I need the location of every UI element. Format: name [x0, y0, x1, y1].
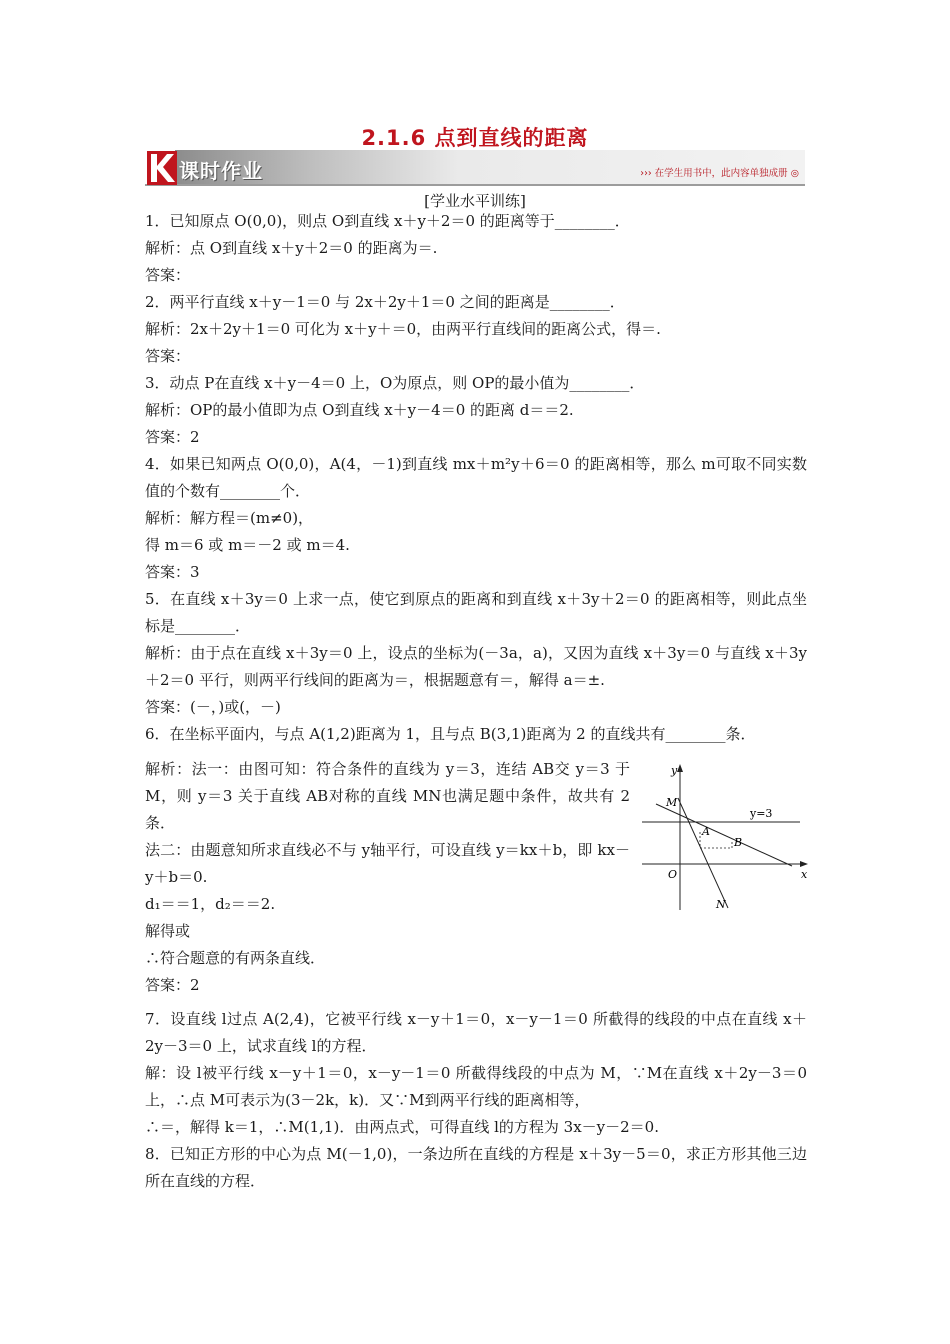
question-text: 4．如果已知两点 O(0,0)，A(4，－1)到直线 mx＋m²y＋6＝0 的距离相等，那么 m可取不同实数值的个数有________个． [145, 455, 807, 500]
x-axis-label: x [801, 868, 808, 881]
point-n-label: N [716, 898, 726, 911]
solution-text: d₁＝＝1，d₂＝＝2. [145, 895, 276, 913]
answer-text: 答案：(－，)或(，－) [145, 698, 281, 716]
banner-note: ››› 在学生用书中，此内容单独成册 ◎ [640, 168, 799, 179]
figure-side-text [145, 756, 630, 999]
answer-text: 答案：3 [145, 563, 200, 581]
question-text: 6．在坐标平面内，与点 A(1,2)距离为 1，且与点 B(3,1)距离为 2 的直线共有________条． [145, 725, 756, 743]
question-text: 5．在直线 x＋3y＝0 上求一点，使它到原点的距离和到直线 x＋3y＋2＝0 的距离相等，则此点坐标是________． [145, 590, 807, 635]
solution-with-figure [145, 756, 807, 1006]
line-label: y=3 [750, 807, 773, 820]
answer-text: 答案： [145, 347, 191, 365]
problem-list [145, 208, 807, 1195]
section-heading: [学业水平训练] [424, 192, 526, 210]
point-b-label: B [734, 836, 743, 849]
banner-label: 课时作业 [179, 159, 263, 183]
y-axis-arrow-icon [677, 764, 683, 772]
x-axis-arrow-icon [800, 861, 808, 867]
solution-text: 解析：点 O到直线 x＋y＋2＝0 的距离为＝. [145, 239, 438, 257]
problem-6 [145, 721, 807, 1006]
question-text: 8．已知正方形的中心为点 M(－1,0)，一条边所在直线的方程是 x＋3y－5＝0，求正方形其他三边所在直线的方程． [145, 1145, 807, 1190]
solution-text: 得 m＝6 或 m＝－2 或 m＝4. [145, 536, 350, 554]
banner-underline [145, 184, 805, 186]
solution-text: 解析：法一：由图可知：符合条件的直线为 y＝3，连结 AB交 y＝3 于 M，则 y＝3 关于直线 AB对称的直线 MN也满足题中条件，故共有 2 条． [145, 760, 630, 832]
problem-1 [145, 208, 807, 289]
solution-text: 解析：OP的最小值即为点 O到直线 x＋y－4＝0 的距离 d＝＝2. [145, 401, 574, 419]
problem-7 [145, 1006, 807, 1141]
page-title: 2.1.6 点到直线的距离 [361, 126, 589, 150]
solution-text: 解：设 l被平行线 x－y＋1＝0，x－y－1＝0 所截得线段的中点为 M，∵M在直线 x＋2y－3＝0 上，∴点 M可表示为(3－2k，k)．又∵M到两平行线的距离相等， [145, 1064, 807, 1109]
solution-text: 解析：由于点在直线 x＋3y＝0 上，设点的坐标为(－3a，a)，又因为直线 x＋3y＝0 与直线 x＋3y＋2＝0 平行，则两平行线间的距离为＝，根据题意有＝，解得 a＝±. [145, 644, 807, 689]
problem-8 [145, 1141, 807, 1195]
problem-4 [145, 451, 807, 586]
solution-text: ∴＝，解得 k＝1，∴M(1,1)．由两点式，可得直线 l的方程为 3x－y－2＝0. [145, 1118, 659, 1136]
solution-text: 解得或 [145, 922, 191, 940]
solution-text: 解析：解方程＝(m≠0)， [145, 509, 314, 527]
solution-text: ∴符合题意的有两条直线． [145, 949, 326, 967]
question-text: 1．已知原点 O(0,0)，则点 O到直线 x＋y＋2＝0 的距离等于________． [145, 212, 630, 230]
y-axis-label: y [671, 764, 678, 777]
question-text: 2．两平行直线 x＋y－1＝0 与 2x＋2y＋1＝0 之间的距离是________． [145, 293, 625, 311]
solution-text: 解析：2x＋2y＋1＝0 可化为 x＋y＋＝0，由两平行直线间的距离公式，得＝. [145, 320, 661, 338]
k-logo-icon [145, 148, 179, 188]
point-m-label: M [666, 796, 678, 809]
homework-banner [145, 150, 805, 186]
problem-2 [145, 289, 807, 370]
question-text: 3．动点 P在直线 x＋y－4＝0 上，O为原点，则 OP的最小值为________． [145, 374, 645, 392]
question-text: 7．设直线 l过点 A(2,4)，它被平行线 x－y＋1＝0，x－y－1＝0 所截得的线段的中点在直线 x＋2y－3＝0 上，试求直线 l的方程． [145, 1010, 807, 1055]
problem-5 [145, 586, 807, 721]
answer-text: 答案： [145, 266, 191, 284]
answer-text: 答案：2 [145, 428, 200, 446]
line-mn [678, 798, 728, 908]
origin-label: O [668, 868, 678, 881]
answer-text: 答案：2 [145, 976, 200, 994]
coordinate-figure [642, 762, 810, 912]
problem-3 [145, 370, 807, 451]
point-a-label: A [702, 825, 710, 838]
solution-text: 法二：由题意知所求直线必不与 y轴平行，可设直线 y＝kx＋b，即 kx－y＋b＝0. [145, 841, 630, 886]
